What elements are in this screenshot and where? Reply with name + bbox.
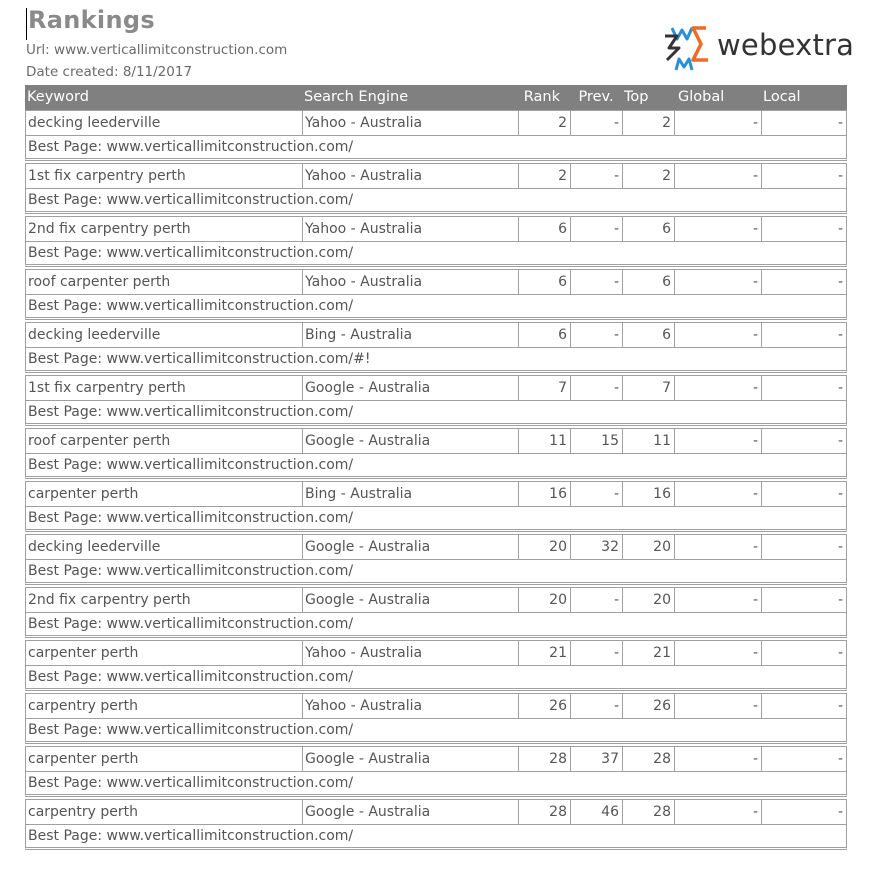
- cell-local: -: [761, 693, 847, 719]
- cell-global: -: [674, 799, 761, 825]
- best-page-text: Best Page: www.verticallimitconstruction.com/: [25, 613, 847, 638]
- cell-prev: -: [570, 216, 622, 242]
- cell-prev: -: [570, 481, 622, 507]
- cell-top: 20: [622, 587, 674, 613]
- cell-keyword: 2nd fix carpentry perth: [25, 216, 302, 242]
- logo-wordmark: webextra: [717, 28, 855, 62]
- table-row: [25, 269, 847, 295]
- best-page-text: Best Page: www.verticallimitconstruction.com/: [25, 560, 847, 585]
- cell-prev: 32: [570, 534, 622, 560]
- text-cursor: [26, 8, 27, 40]
- webextra-logo: [663, 22, 855, 72]
- cell-keyword: 2nd fix carpentry perth: [25, 587, 302, 613]
- cell-prev: -: [570, 693, 622, 719]
- cell-local: -: [761, 216, 847, 242]
- cell-local: -: [761, 375, 847, 401]
- cell-top: 7: [622, 375, 674, 401]
- cell-top: 16: [622, 481, 674, 507]
- best-page-row: [25, 719, 847, 744]
- cell-global: -: [674, 587, 761, 613]
- cell-rank: 2: [518, 110, 570, 136]
- cell-local: -: [761, 269, 847, 295]
- cell-keyword: decking leederville: [25, 534, 302, 560]
- best-page-row: [25, 507, 847, 532]
- cell-global: -: [674, 163, 761, 189]
- cell-rank: 11: [518, 428, 570, 454]
- cell-rank: 6: [518, 216, 570, 242]
- cell-engine: Yahoo - Australia: [302, 269, 518, 295]
- cell-engine: Yahoo - Australia: [302, 693, 518, 719]
- cell-local: -: [761, 587, 847, 613]
- cell-keyword: decking leederville: [25, 322, 302, 348]
- cell-top: 6: [622, 269, 674, 295]
- cell-rank: 28: [518, 799, 570, 825]
- rankings-body: [25, 110, 847, 850]
- cell-top: 6: [622, 322, 674, 348]
- cell-engine: Yahoo - Australia: [302, 110, 518, 136]
- best-page-row: [25, 189, 847, 214]
- best-page-row: [25, 401, 847, 426]
- table-row: [25, 693, 847, 719]
- cell-global: -: [674, 375, 761, 401]
- best-page-text: Best Page: www.verticallimitconstruction.com/: [25, 507, 847, 532]
- cell-prev: 15: [570, 428, 622, 454]
- cell-global: -: [674, 481, 761, 507]
- cell-local: -: [761, 428, 847, 454]
- cell-keyword: 1st fix carpentry perth: [25, 375, 302, 401]
- table-row: [25, 375, 847, 401]
- cell-keyword: carpenter perth: [25, 746, 302, 772]
- report-url: Url: www.verticallimitconstruction.com: [26, 42, 288, 58]
- best-page-text: Best Page: www.verticallimitconstruction.com/: [25, 242, 847, 267]
- cell-prev: -: [570, 375, 622, 401]
- cell-engine: Google - Australia: [302, 587, 518, 613]
- cell-prev: -: [570, 322, 622, 348]
- table-row: [25, 534, 847, 560]
- cell-top: 11: [622, 428, 674, 454]
- table-row: [25, 216, 847, 242]
- cell-engine: Google - Australia: [302, 534, 518, 560]
- report-date: Date created: 8/11/2017: [26, 64, 193, 80]
- table-row: [25, 163, 847, 189]
- cell-engine: Yahoo - Australia: [302, 163, 518, 189]
- col-header-rank: Rank: [518, 85, 570, 110]
- cell-top: 6: [622, 216, 674, 242]
- cell-rank: 26: [518, 693, 570, 719]
- table-row: [25, 322, 847, 348]
- cell-keyword: carpenter perth: [25, 640, 302, 666]
- best-page-row: [25, 454, 847, 479]
- best-page-row: [25, 560, 847, 585]
- cell-global: -: [674, 428, 761, 454]
- cell-global: -: [674, 216, 761, 242]
- rankings-table: [25, 85, 847, 850]
- cell-engine: Google - Australia: [302, 746, 518, 772]
- table-row: [25, 746, 847, 772]
- cell-local: -: [761, 322, 847, 348]
- cell-global: -: [674, 693, 761, 719]
- cell-rank: 20: [518, 534, 570, 560]
- cell-keyword: roof carpenter perth: [25, 269, 302, 295]
- cell-rank: 21: [518, 640, 570, 666]
- cell-engine: Yahoo - Australia: [302, 216, 518, 242]
- cell-global: -: [674, 534, 761, 560]
- cell-rank: 2: [518, 163, 570, 189]
- cell-local: -: [761, 534, 847, 560]
- cell-engine: Google - Australia: [302, 375, 518, 401]
- cell-top: 2: [622, 163, 674, 189]
- cell-global: -: [674, 269, 761, 295]
- cell-top: 28: [622, 799, 674, 825]
- webextra-logo-icon: [663, 22, 719, 72]
- table-row: [25, 428, 847, 454]
- col-header-local: Local: [761, 85, 847, 110]
- cell-top: 20: [622, 534, 674, 560]
- table-row: [25, 587, 847, 613]
- table-row: [25, 481, 847, 507]
- cell-prev: 46: [570, 799, 622, 825]
- best-page-row: [25, 613, 847, 638]
- cell-keyword: roof carpenter perth: [25, 428, 302, 454]
- best-page-text: Best Page: www.verticallimitconstruction.com/: [25, 772, 847, 797]
- best-page-row: [25, 772, 847, 797]
- cell-local: -: [761, 163, 847, 189]
- cell-local: -: [761, 110, 847, 136]
- cell-top: 2: [622, 110, 674, 136]
- table-row: [25, 110, 847, 136]
- best-page-text: Best Page: www.verticallimitconstruction.com/: [25, 719, 847, 744]
- col-header-engine: Search Engine: [302, 85, 518, 110]
- best-page-row: [25, 348, 847, 373]
- cell-prev: -: [570, 640, 622, 666]
- cell-engine: Bing - Australia: [302, 322, 518, 348]
- cell-local: -: [761, 640, 847, 666]
- best-page-row: [25, 136, 847, 161]
- cell-prev: 37: [570, 746, 622, 772]
- best-page-text: Best Page: www.verticallimitconstruction.com/: [25, 189, 847, 214]
- cell-global: -: [674, 110, 761, 136]
- best-page-text: Best Page: www.verticallimitconstruction.com/: [25, 454, 847, 479]
- cell-rank: 7: [518, 375, 570, 401]
- best-page-row: [25, 825, 847, 850]
- col-header-global: Global: [674, 85, 761, 110]
- cell-prev: -: [570, 163, 622, 189]
- cell-rank: 20: [518, 587, 570, 613]
- cell-prev: -: [570, 269, 622, 295]
- cell-keyword: decking leederville: [25, 110, 302, 136]
- cell-global: -: [674, 746, 761, 772]
- cell-engine: Google - Australia: [302, 428, 518, 454]
- cell-rank: 6: [518, 269, 570, 295]
- cell-top: 26: [622, 693, 674, 719]
- best-page-text: Best Page: www.verticallimitconstruction.com/: [25, 401, 847, 426]
- table-row: [25, 640, 847, 666]
- table-header-row: [25, 85, 847, 110]
- cell-local: -: [761, 799, 847, 825]
- cell-top: 28: [622, 746, 674, 772]
- best-page-row: [25, 666, 847, 691]
- cell-engine: Yahoo - Australia: [302, 640, 518, 666]
- cell-prev: -: [570, 587, 622, 613]
- best-page-text: Best Page: www.verticallimitconstruction.com/#!: [25, 348, 847, 373]
- cell-engine: Google - Australia: [302, 799, 518, 825]
- best-page-text: Best Page: www.verticallimitconstruction.com/: [25, 825, 847, 850]
- best-page-text: Best Page: www.verticallimitconstruction.com/: [25, 136, 847, 161]
- cell-keyword: carpentry perth: [25, 693, 302, 719]
- cell-global: -: [674, 322, 761, 348]
- cell-local: -: [761, 481, 847, 507]
- col-header-prev: Prev.: [570, 85, 622, 110]
- cell-local: -: [761, 746, 847, 772]
- best-page-row: [25, 242, 847, 267]
- cell-keyword: carpentry perth: [25, 799, 302, 825]
- cell-prev: -: [570, 110, 622, 136]
- cell-keyword: carpenter perth: [25, 481, 302, 507]
- cell-keyword: 1st fix carpentry perth: [25, 163, 302, 189]
- cell-rank: 16: [518, 481, 570, 507]
- cell-rank: 28: [518, 746, 570, 772]
- cell-global: -: [674, 640, 761, 666]
- best-page-text: Best Page: www.verticallimitconstruction.com/: [25, 295, 847, 320]
- cell-rank: 6: [518, 322, 570, 348]
- cell-engine: Bing - Australia: [302, 481, 518, 507]
- best-page-text: Best Page: www.verticallimitconstruction.com/: [25, 666, 847, 691]
- best-page-row: [25, 295, 847, 320]
- page-title: Rankings: [28, 6, 155, 34]
- table-row: [25, 799, 847, 825]
- cell-top: 21: [622, 640, 674, 666]
- col-header-top: Top: [622, 85, 674, 110]
- col-header-keyword: Keyword: [25, 85, 302, 110]
